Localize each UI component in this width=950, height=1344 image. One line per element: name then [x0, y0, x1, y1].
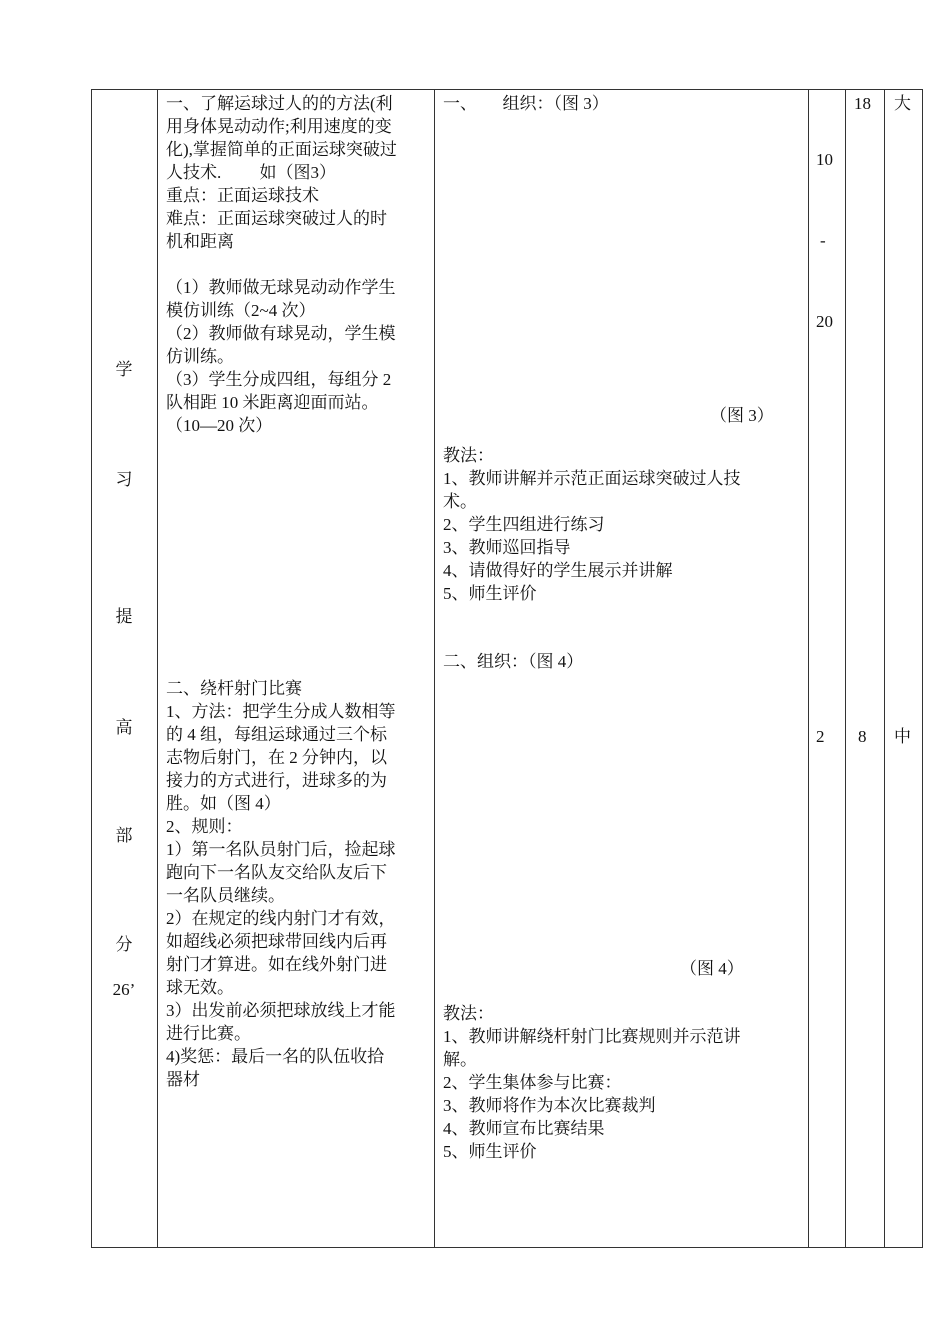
column-divider: [922, 89, 923, 1248]
text-line: 难点：正面运球突破过人的时: [166, 209, 387, 228]
text-line: 接力的方式进行，进球多的为: [166, 771, 387, 790]
text-line: 二、绕杆射门比赛: [166, 679, 302, 698]
text-line: 5、师生评价: [443, 1142, 537, 1161]
column-divider: [808, 89, 809, 1248]
text-line: 4、请做得好的学生展示并讲解: [443, 561, 673, 580]
text-line: 球无效。: [166, 978, 234, 997]
text-line: 志物后射门，在 2 分钟内，以: [166, 748, 387, 767]
content-part2: [166, 677, 396, 1091]
text-line: 2、学生四组进行练习: [443, 515, 605, 534]
table-top-border: [91, 89, 923, 90]
text-line: 模仿训练（2~4 次）: [166, 301, 316, 320]
text-line: 机和距离: [166, 232, 234, 251]
organization-1-heading: 一、 组织：（图 3）: [443, 94, 609, 113]
column-divider: [845, 89, 846, 1248]
text-line: 1）第一名队员射门后，捡起球: [166, 840, 396, 859]
text-line: 一、了解运球过人的的方法(利: [166, 94, 393, 113]
text-line: 2、学生集体参与比赛：: [443, 1073, 622, 1092]
text-line: 解。: [443, 1050, 477, 1069]
text-line: 进行比赛。: [166, 1024, 251, 1043]
text-line: 4、教师宣布比赛结果: [443, 1119, 605, 1138]
text-line: 教法：: [443, 446, 494, 465]
text-line: 重点：正面运球技术: [166, 186, 319, 205]
teaching-method-2: [443, 1002, 741, 1163]
table-bottom-border: [91, 1247, 923, 1248]
time-value: 20: [816, 312, 833, 331]
text-line: 器材: [166, 1070, 200, 1089]
text-line: 3、教师巡回指导: [443, 538, 571, 557]
section-char: 部: [115, 826, 133, 845]
section-char: 分: [115, 935, 133, 954]
time-row1: [816, 92, 833, 389]
section-duration: 26’: [112, 980, 136, 999]
count-row1: 18: [854, 94, 871, 113]
text-line: 化),掌握简单的正面运球突破过: [166, 140, 397, 159]
time-value: -: [820, 231, 826, 250]
section-char: 提: [115, 607, 133, 626]
text-line: （1）教师做无球晃动动作学生: [166, 278, 396, 297]
section-char: 学: [115, 360, 133, 379]
time-value: 10: [816, 150, 833, 169]
column-divider: [91, 89, 92, 1248]
teaching-method-1: [443, 444, 741, 605]
text-line: 1、教师讲解并示范正面运球突破过人技: [443, 469, 741, 488]
text-line: 队相距 10 米距离迎面而站。: [166, 393, 379, 412]
text-line: 教法：: [443, 1004, 494, 1023]
text-line: 射门才算进。如在线外射门进: [166, 955, 387, 974]
text-line: 1、教师讲解绕杆射门比赛规则并示范讲: [443, 1027, 741, 1046]
text-line: 2、规则：: [166, 817, 243, 836]
text-line: （3）学生分成四组，每组分 2: [166, 370, 392, 389]
text-line: （2）教师做有球晃动，学生模: [166, 324, 396, 343]
text-line: 术。: [443, 492, 477, 511]
text-line: 一名队员继续。: [166, 886, 285, 905]
text-line: 用身体晃动动作;利用速度的变: [166, 117, 392, 136]
figure-3-caption: （图 3）: [710, 406, 774, 425]
text-line: （10—20 次）: [166, 416, 273, 435]
text-line: [166, 253, 397, 276]
intensity-row1: 大: [894, 94, 911, 113]
intensity-row2: 中: [894, 727, 911, 746]
text-line: 仿训练。: [166, 347, 234, 366]
text-line: 5、师生评价: [443, 584, 537, 603]
text-line: 1、方法：把学生分成人数相等: [166, 702, 396, 721]
column-divider: [157, 89, 158, 1248]
time-row2: 2: [816, 727, 825, 746]
text-line: 2）在规定的线内射门才有效，: [166, 909, 396, 928]
text-line: 跑向下一名队友交给队友后下: [166, 863, 387, 882]
column-divider: [434, 89, 435, 1248]
organization-2-heading: 二、组织：（图 4）: [443, 652, 584, 671]
text-line: 人技术. 如（图3）: [166, 163, 336, 182]
text-line: 如超线必须把球带回线内后再: [166, 932, 387, 951]
figure-4-caption: （图 4）: [680, 959, 744, 978]
section-char: 习: [115, 470, 133, 489]
text-line: 胜。如（图 4）: [166, 794, 281, 813]
count-row2: 8: [858, 727, 867, 746]
text-line: 4)奖惩：最后一名的队伍收拾: [166, 1047, 385, 1066]
column-divider: [884, 89, 885, 1248]
section-char: 高: [115, 718, 133, 737]
text-line: 的 4 组，每组运球通过三个标: [166, 725, 387, 744]
text-line: 3、教师将作为本次比赛裁判: [443, 1096, 656, 1115]
content-part1: [166, 92, 397, 437]
text-line: 3）出发前必须把球放线上才能: [166, 1001, 396, 1020]
